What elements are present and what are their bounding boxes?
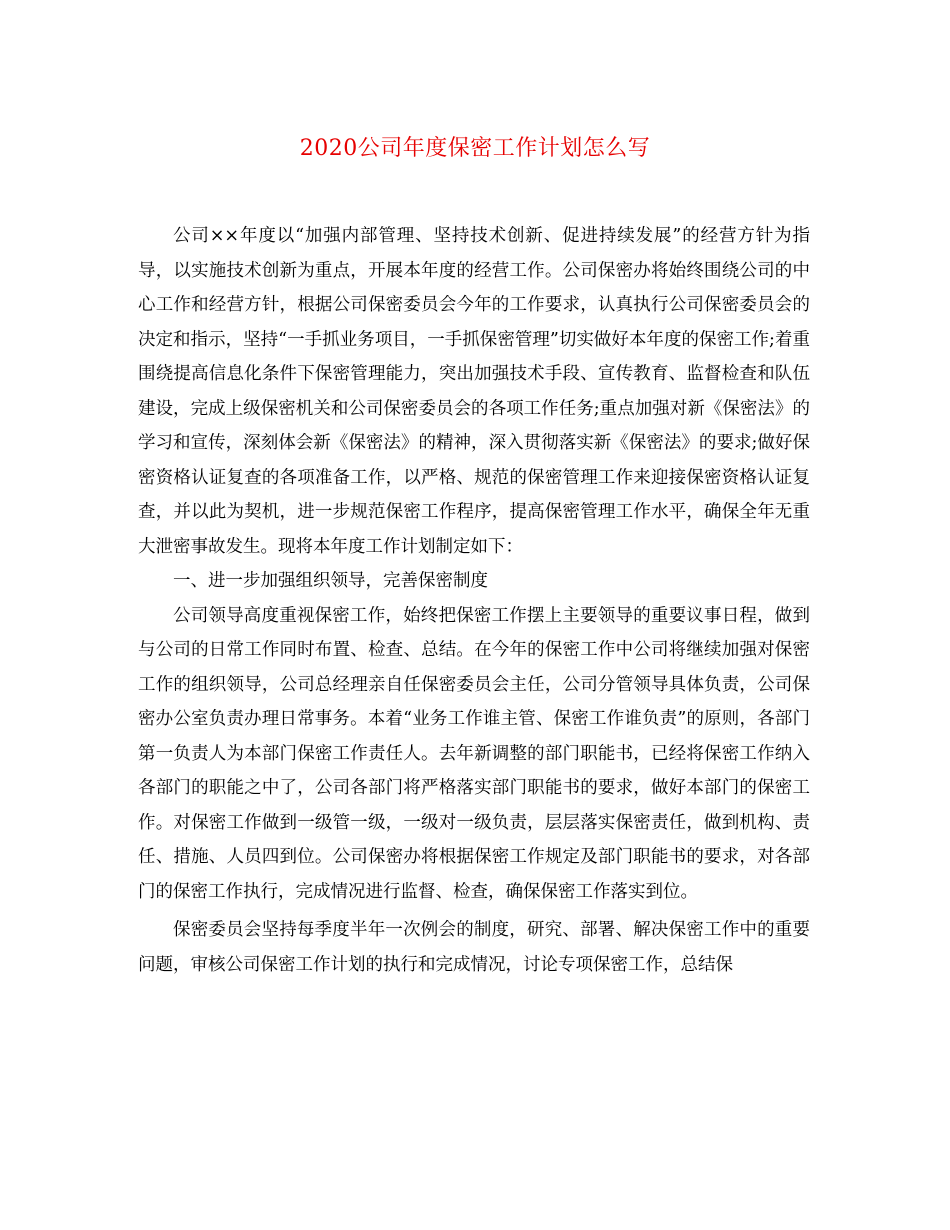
document-title: 2020公司年度保密工作计划怎么写: [299, 136, 651, 161]
paragraph-section-1: 公司领导高度重视保密工作，始终把保密工作摆上主要领导的重要议事日程，做到与公司的日常工作同时布置、检查、总结。在今年的保密工作中公司将继续加强对保密工作的组织领导，公司总经理亲自任保密委员会主任，公司分管领导具体负责，公司保密办公室负责办理日常事务。本着“业务工作谁主管、保密工作谁负责”的原则，各部门第一负责人为本部门保密工作责任人。去年新调整的部门职能书，已经将保密工作纳入各部门的职能之中了，公司各部门将严格落实部门职能书的要求，做好本部门的保密工作。对保密工作做到一级管一级，一级对一级负责，层层落实保密责任，做到机构、责任、措施、人员四到位。公司保密办将根据保密工作规定及部门职能书的要求，对各部门的保密工作执行，完成情况进行监督、检查，确保保密工作落实到位。: [138, 605, 810, 902]
paragraph-intro: 公司××年度以“加强内部管理、坚持技术创新、促进持续发展”的经营方针为指导，以实施技术创新为重点，开展本年度的经营工作。公司保密办将始终围绕公司的中心工作和经营方针，根据公司保密委员会今年的工作要求，认真执行公司保密委员会的决定和指示，坚持“一手抓业务项目，一手抓保密管理”切实做好本年度的保密工作;着重围绕提高信息化条件下保密管理能力，突出加强技术手段、宣传教育、监督检查和队伍建设，完成上级保密机关和公司保密委员会的各项工作任务;重点加强对新《保密法》的学习和宣传，深刻体会新《保密法》的精神，深入贯彻落实新《保密法》的要求;做好保密资格认证复查的各项准备工作，以严格、规范的保密管理工作来迎接保密资格认证复查，并以此为契机，进一步规范保密工作程序，提高保密管理工作水平，确保全年无重大泄密事故发生。现将本年度工作计划制定如下：: [138, 226, 810, 557]
paragraph-section-1-continued: 保密委员会坚持每季度半年一次例会的制度，研究、部署、解决保密工作中的重要问题，审核公司保密工作计划的执行和完成情况，讨论专项保密工作，总结保: [138, 920, 810, 975]
document-body: [138, 219, 810, 982]
section-heading-1: 一、进一步加强组织领导，完善保密制度: [173, 571, 488, 591]
